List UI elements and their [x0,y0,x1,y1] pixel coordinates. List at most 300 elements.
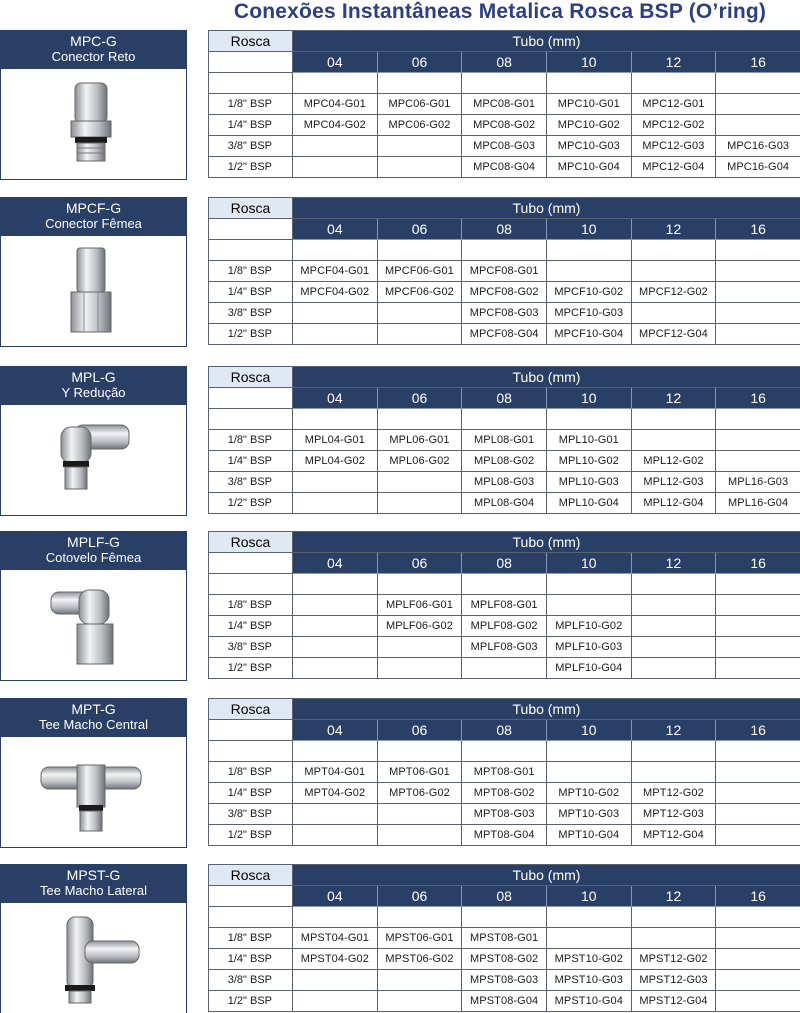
product-description: Tee Macho Central [38,717,149,732]
blank-cell [293,907,378,928]
product-description: Tee Macho Lateral [40,883,147,898]
part-code [293,493,378,514]
product-section [0,864,800,1013]
header-spacer [209,219,293,240]
table-row [209,949,800,970]
blank-cell [462,409,547,430]
spec-table [208,864,800,1012]
part-code: MPC10-G03 [546,136,631,157]
header-spacer [209,886,293,907]
blank-cell [631,907,716,928]
spec-table [208,531,800,679]
part-code [293,637,378,658]
part-code: MPCF06-G02 [377,282,462,303]
page-title: Conexões Instantâneas Metalica Rosca BSP (O’ring) [233,0,767,23]
part-code: MPST04-G01 [293,928,378,949]
table-row [209,658,800,679]
table-row [209,472,800,493]
blank-cell [377,240,462,261]
product-header [1,31,186,69]
part-code: MPL08-G02 [462,451,547,472]
part-code [546,762,631,783]
product-description: Conector Reto [51,49,136,64]
tee-central-icon [31,745,151,841]
product-header [1,532,186,570]
part-code: MPST06-G02 [377,949,462,970]
part-code [716,430,800,451]
tube-size-header: 16 [716,886,800,907]
part-code [293,825,378,846]
part-code: MPT12-G02 [631,783,716,804]
part-code: MPC12-G03 [631,136,716,157]
part-code [631,928,716,949]
tube-size-header: 06 [377,553,462,574]
part-code [716,783,800,804]
table-row [209,804,800,825]
part-code: MPST08-G04 [462,991,547,1012]
thread-size: 1/8" BSP [209,94,293,115]
part-code: MPCF10-G04 [546,324,631,345]
part-code [377,991,462,1012]
part-code: MPL04-G02 [293,451,378,472]
rosca-header: Rosca [209,198,293,219]
part-code [377,324,462,345]
part-code: MPT06-G01 [377,762,462,783]
product-description: Conector Fêmea [45,216,142,231]
part-code: MPT04-G01 [293,762,378,783]
product-section [0,197,800,352]
part-code [293,303,378,324]
part-code: MPCF08-G03 [462,303,547,324]
part-code: MPL12-G02 [631,451,716,472]
part-code: MPCF04-G01 [293,261,378,282]
blank-cell [293,574,378,595]
part-code: MPL12-G04 [631,493,716,514]
table-row [209,493,800,514]
part-code: MPT08-G01 [462,762,547,783]
product-description: Cotovelo Fêmea [45,550,142,565]
part-code: MPST08-G02 [462,949,547,970]
part-code [716,324,800,345]
part-code [716,303,800,324]
part-code [377,637,462,658]
blank-cell [377,574,462,595]
blank-cell [546,409,631,430]
blank-cell [631,741,716,762]
blank-cell [462,907,547,928]
thread-size: 1/8" BSP [209,261,293,282]
thread-size: 1/2" BSP [209,658,293,679]
tube-size-header: 16 [716,388,800,409]
table-row [209,991,800,1012]
part-code [716,595,800,616]
part-code: MPC08-G04 [462,157,547,178]
part-code: MPST10-G03 [546,970,631,991]
product-code: MPC-G [70,33,117,49]
part-code [716,637,800,658]
part-code [293,970,378,991]
part-code: MPC10-G04 [546,157,631,178]
tube-size-header: 10 [546,219,631,240]
part-code: MPST04-G02 [293,949,378,970]
table-row [209,637,800,658]
part-code [716,949,800,970]
part-code [716,762,800,783]
blank-cell [209,409,293,430]
straight-connector-icon [31,77,151,173]
tube-size-header: 12 [631,553,716,574]
part-code [377,825,462,846]
thread-size: 1/8" BSP [209,595,293,616]
tube-size-header: 04 [293,720,378,741]
part-code [293,616,378,637]
part-code: MPCF04-G02 [293,282,378,303]
part-code: MPT06-G02 [377,783,462,804]
tube-size-header: 06 [377,720,462,741]
product-card [0,698,187,848]
blank-cell [716,240,800,261]
blank-cell [716,409,800,430]
thread-size: 3/8" BSP [209,472,293,493]
spec-table [208,698,800,846]
part-code: MPL12-G03 [631,472,716,493]
table-row [209,595,800,616]
spec-table [208,30,800,178]
part-code [716,970,800,991]
part-code: MPST08-G03 [462,970,547,991]
part-code: MPLF08-G03 [462,637,547,658]
tube-size-header: 04 [293,886,378,907]
blank-cell [546,574,631,595]
blank-cell [462,240,547,261]
part-code [293,991,378,1012]
part-code [716,928,800,949]
part-code: MPLF10-G04 [546,658,631,679]
part-code: MPCF06-G01 [377,261,462,282]
part-code [377,157,462,178]
tube-size-header: 12 [631,886,716,907]
product-section [0,531,800,686]
part-code: MPC08-G01 [462,94,547,115]
rosca-header: Rosca [209,31,293,52]
part-code [631,616,716,637]
product-card [0,531,187,681]
part-code [716,991,800,1012]
product-card [0,197,187,347]
tee-lateral-icon [31,911,151,1007]
part-code [716,825,800,846]
blank-cell [631,574,716,595]
part-code: MPC04-G01 [293,94,378,115]
table-row [209,157,800,178]
rosca-header: Rosca [209,367,293,388]
part-code [631,637,716,658]
tube-size-header: 10 [546,553,631,574]
tube-size-header: 10 [546,886,631,907]
table-row [209,825,800,846]
product-header [1,865,186,903]
part-code: MPL10-G03 [546,472,631,493]
part-code: MPC08-G03 [462,136,547,157]
table-row [209,928,800,949]
tube-size-header: 08 [462,553,547,574]
part-code: MPL10-G01 [546,430,631,451]
part-code [293,804,378,825]
header-spacer [209,553,293,574]
rosca-header: Rosca [209,532,293,553]
product-code: MPCF-G [65,200,122,216]
part-code: MPST12-G04 [631,991,716,1012]
table-row [209,94,800,115]
blank-cell [631,73,716,94]
blank-cell [377,73,462,94]
thread-size: 1/2" BSP [209,991,293,1012]
part-code [293,595,378,616]
thread-size: 1/4" BSP [209,949,293,970]
part-code: MPCF10-G02 [546,282,631,303]
part-code: MPT08-G03 [462,804,547,825]
tube-size-header: 04 [293,52,378,73]
part-code [377,658,462,679]
product-description: Y Redução [61,385,126,400]
product-code: MPLF-G [67,534,120,550]
part-code: MPCF08-G01 [462,261,547,282]
part-code: MPCF12-G02 [631,282,716,303]
part-code: MPL10-G04 [546,493,631,514]
part-code [716,616,800,637]
blank-cell [209,574,293,595]
blank-cell [716,574,800,595]
blank-cell [209,907,293,928]
thread-size: 1/4" BSP [209,783,293,804]
thread-size: 3/8" BSP [209,136,293,157]
table-row [209,303,800,324]
header-spacer [209,388,293,409]
part-code: MPL16-G03 [716,472,800,493]
thread-size: 3/8" BSP [209,970,293,991]
tube-size-header: 04 [293,553,378,574]
blank-cell [209,73,293,94]
product-code: MPT-G [71,701,116,717]
table-row [209,970,800,991]
tube-size-header: 12 [631,219,716,240]
blank-cell [293,73,378,94]
thread-size: 1/4" BSP [209,616,293,637]
tube-size-header: 16 [716,52,800,73]
part-code [716,94,800,115]
rosca-header: Rosca [209,699,293,720]
part-code [293,324,378,345]
blank-cell [631,409,716,430]
part-code: MPLF06-G01 [377,595,462,616]
table-row [209,783,800,804]
tube-size-header: 16 [716,553,800,574]
female-elbow-icon [31,578,151,674]
table-row [209,282,800,303]
tube-size-header: 08 [462,388,547,409]
spec-table [208,366,800,514]
table-row [209,616,800,637]
tube-size-header: 12 [631,720,716,741]
blank-cell [293,409,378,430]
table-row [209,261,800,282]
tubo-header: Tubo (mm) [293,865,800,886]
part-code: MPC16-G04 [716,157,800,178]
part-code: MPT10-G02 [546,783,631,804]
product-code: MPL-G [71,369,116,385]
part-code [631,658,716,679]
part-code: MPLF10-G02 [546,616,631,637]
part-code: MPL08-G03 [462,472,547,493]
part-code [293,472,378,493]
header-spacer [209,52,293,73]
part-code: MPC10-G01 [546,94,631,115]
tube-size-header: 06 [377,52,462,73]
tubo-header: Tubo (mm) [293,31,800,52]
product-header [1,699,186,737]
part-code: MPL10-G02 [546,451,631,472]
tube-size-header: 12 [631,52,716,73]
part-code [546,928,631,949]
blank-cell [462,574,547,595]
part-code: MPT10-G03 [546,804,631,825]
spec-table [208,197,800,345]
tube-size-header: 16 [716,720,800,741]
thread-size: 3/8" BSP [209,303,293,324]
blank-cell [209,240,293,261]
product-section [0,698,800,853]
part-code: MPT12-G04 [631,825,716,846]
part-code: MPT04-G02 [293,783,378,804]
part-code [377,804,462,825]
tube-size-header: 10 [546,52,631,73]
tube-size-header: 10 [546,720,631,741]
part-code [716,804,800,825]
part-code [546,261,631,282]
product-section [0,366,800,521]
thread-size: 3/8" BSP [209,804,293,825]
table-row [209,324,800,345]
table-row [209,762,800,783]
part-code: MPLF06-G02 [377,616,462,637]
blank-cell [716,741,800,762]
part-code [631,430,716,451]
tube-size-header: 06 [377,388,462,409]
part-code: MPT10-G04 [546,825,631,846]
blank-cell [716,73,800,94]
table-row [209,430,800,451]
part-code [716,282,800,303]
part-code [716,451,800,472]
part-code [716,658,800,679]
part-code [377,970,462,991]
tube-size-header: 04 [293,219,378,240]
header-spacer [209,720,293,741]
part-code [377,136,462,157]
product-card [0,30,187,180]
thread-size: 1/4" BSP [209,451,293,472]
product-card [0,366,187,516]
part-code: MPLF08-G02 [462,616,547,637]
part-code: MPL04-G01 [293,430,378,451]
part-code: MPL08-G04 [462,493,547,514]
part-code [293,658,378,679]
table-row [209,115,800,136]
part-code [377,493,462,514]
part-code [377,472,462,493]
blank-cell [462,741,547,762]
thread-size: 1/8" BSP [209,430,293,451]
part-code: MPLF08-G01 [462,595,547,616]
table-row [209,451,800,472]
tube-size-header: 08 [462,52,547,73]
part-code [631,762,716,783]
part-code: MPST10-G04 [546,991,631,1012]
tubo-header: Tubo (mm) [293,367,800,388]
part-code: MPST10-G02 [546,949,631,970]
part-code: MPT08-G04 [462,825,547,846]
thread-size: 3/8" BSP [209,637,293,658]
part-code: MPST08-G01 [462,928,547,949]
part-code: MPL08-G01 [462,430,547,451]
blank-cell [546,73,631,94]
thread-size: 1/4" BSP [209,115,293,136]
part-code: MPL06-G02 [377,451,462,472]
part-code: MPST12-G02 [631,949,716,970]
part-code: MPC10-G02 [546,115,631,136]
blank-cell [462,73,547,94]
part-code [631,261,716,282]
product-section [0,30,800,185]
female-connector-icon [31,244,151,340]
part-code [631,595,716,616]
part-code: MPC16-G03 [716,136,800,157]
part-code: MPL16-G04 [716,493,800,514]
product-card [0,864,187,1013]
product-header [1,367,186,405]
thread-size: 1/4" BSP [209,282,293,303]
tube-size-header: 08 [462,219,547,240]
part-code: MPCF08-G02 [462,282,547,303]
part-code [293,157,378,178]
part-code [716,261,800,282]
tube-size-header: 16 [716,219,800,240]
blank-cell [377,741,462,762]
part-code: MPST06-G01 [377,928,462,949]
part-code: MPT08-G02 [462,783,547,804]
part-code: MPC12-G04 [631,157,716,178]
table-row [209,136,800,157]
part-code [546,595,631,616]
part-code: MPC04-G02 [293,115,378,136]
rosca-header: Rosca [209,865,293,886]
part-code: MPCF10-G03 [546,303,631,324]
product-header [1,198,186,236]
part-code: MPL06-G01 [377,430,462,451]
tube-size-header: 08 [462,886,547,907]
blank-cell [546,240,631,261]
part-code: MPLF10-G03 [546,637,631,658]
blank-cell [631,240,716,261]
part-code [462,658,547,679]
tubo-header: Tubo (mm) [293,198,800,219]
thread-size: 1/2" BSP [209,493,293,514]
part-code [631,303,716,324]
blank-cell [209,741,293,762]
thread-size: 1/2" BSP [209,825,293,846]
blank-cell [377,409,462,430]
blank-cell [293,240,378,261]
